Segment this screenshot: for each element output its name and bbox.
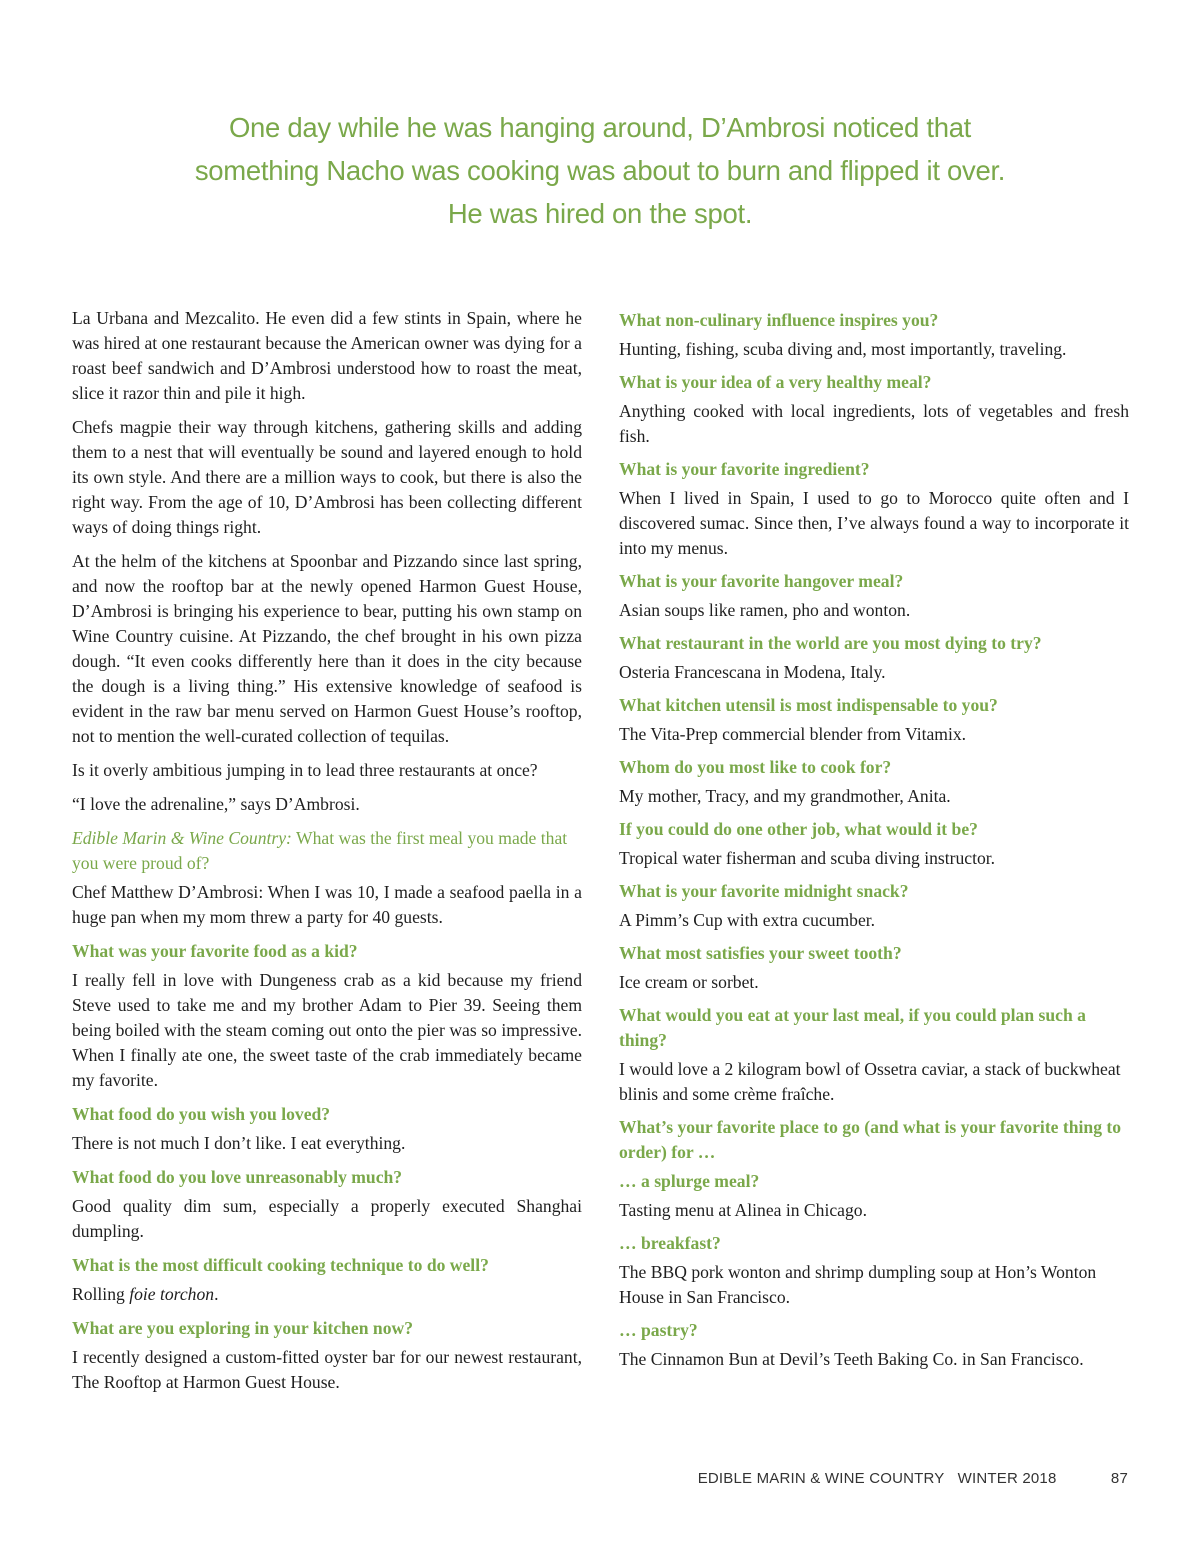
- interview-question: What is your idea of a very healthy meal?: [619, 372, 932, 392]
- interview-answer: When I lived in Spain, I used to go to Morocco quite often and I discovered sumac. Since then, I’ve always found a way to incorporate it into my menus.: [619, 488, 1129, 558]
- interview-sub-question: … a splurge meal?: [619, 1171, 760, 1191]
- answer-emphasis: foie torchon: [129, 1284, 215, 1304]
- page-number: 87: [1110, 1470, 1128, 1487]
- interview-sub-question: … breakfast?: [619, 1233, 721, 1253]
- interview-question: What food do you wish you loved?: [72, 1104, 331, 1124]
- publication-name: Edible Marin & Wine Country:: [72, 828, 292, 848]
- body-paragraph: “I love the adrenaline,” says D’Ambrosi.: [72, 794, 360, 814]
- body-paragraph: Chefs magpie their way through kitchens, gathering skills and adding them to a nest that will eventually be sound and layered enough to hold its own style. And there are a million ways to cook, but there is also the right way. From the age of 10, D’Ambrosi has been collecting different ways of doing things right.: [72, 417, 582, 537]
- left-column: [72, 306, 582, 1404]
- interview-answer: Chef Matthew D’Ambrosi: When I was 10, I made a seafood paella in a huge pan when my mom threw a party for 40 guests.: [72, 882, 582, 927]
- interview-question: What’s your favorite place to go (and what is your favorite thing to order) for …: [619, 1117, 1122, 1162]
- pull-quote-line-2: something Nacho was cooking was about to burn and flipped it over.: [194, 155, 1006, 186]
- answer-text: Rolling: [72, 1284, 130, 1304]
- interview-answer: Tropical water fisherman and scuba diving instructor.: [619, 848, 996, 868]
- interview-question: What is your favorite ingredient?: [619, 459, 870, 479]
- interview-answer: Tasting menu at Alinea in Chicago.: [619, 1200, 867, 1220]
- interview-answer: Hunting, fishing, scuba diving and, most importantly, traveling.: [619, 339, 1067, 359]
- interview-answer: Ice cream or sorbet.: [619, 972, 759, 992]
- interview-answer: Asian soups like ramen, pho and wonton.: [619, 600, 911, 620]
- interview-question: What non-culinary influence inspires you?: [619, 310, 939, 330]
- interview-answer: There is not much I don’t like. I eat everything.: [72, 1133, 406, 1153]
- interview-question: Whom do you most like to cook for?: [619, 757, 892, 777]
- interview-question: What most satisfies your sweet tooth?: [619, 943, 902, 963]
- body-paragraph: La Urbana and Mezcalito. He even did a few stints in Spain, where he was hired at one restaurant because the American owner was dying for a roast beef sandwich and D’Ambrosi understood how to roast the meat, slice it razor thin and pile it high.: [72, 308, 582, 403]
- interview-question: What is your favorite hangover meal?: [619, 571, 904, 591]
- interview-answer: I really fell in love with Dungeness crab as a kid because my friend Steve used to take me and my brother Adam to Pier 39. Seeing them being boiled with the steam coming out onto the pier was so impressive. When I finally ate one, the sweet taste of the crab immediately became my favorite.: [72, 970, 582, 1090]
- interview-question: What kitchen utensil is most indispensable to you?: [619, 695, 998, 715]
- interview-question: What food do you love unreasonably much?: [72, 1167, 403, 1187]
- interview-answer: [72, 1282, 582, 1307]
- pull-quote-line-1: One day while he was hanging around, D’Ambrosi noticed that: [228, 112, 972, 143]
- interview-answer: I recently designed a custom-fitted oyster bar for our newest restaurant, The Rooftop at Harmon Guest House.: [72, 1347, 582, 1392]
- interview-answer: Osteria Francescana in Modena, Italy.: [619, 662, 886, 682]
- intro-question-text: What was the first meal you made that you were proud of?: [72, 828, 568, 873]
- body-paragraph: At the helm of the kitchens at Spoonbar and Pizzando since last spring, and now the rooftop bar at the newly opened Harmon Guest House, D’Ambrosi is bringing his experience to bear, putting his own stamp on Wine Country cuisine. At Pizzando, the chef brought in his own pizza dough. “It even cooks differently here than it does in the city because the dough is a living thing.” His extensive knowledge of seafood is evident in the raw bar menu served on Harmon Guest House’s rooftop, not to mention the well-curated collection of tequilas.: [72, 551, 582, 746]
- footer-publication: EDIBLE MARIN & WINE COUNTRY: [697, 1470, 945, 1487]
- interview-question: What restaurant in the world are you most dying to try?: [619, 633, 1042, 653]
- right-column: [619, 306, 1129, 1380]
- body-paragraph: Is it overly ambitious jumping in to lead three restaurants at once?: [72, 760, 538, 780]
- interview-question: What is your favorite midnight snack?: [619, 881, 909, 901]
- interview-question: What would you eat at your last meal, if you could plan such a thing?: [619, 1005, 1086, 1050]
- pull-quote: [150, 106, 1050, 235]
- footer-issue: WINTER 2018: [957, 1470, 1057, 1487]
- pull-quote-line-3: He was hired on the spot.: [447, 198, 753, 229]
- interview-question: If you could do one other job, what would it be?: [619, 819, 978, 839]
- interview-question: What was your favorite food as a kid?: [72, 941, 358, 961]
- interview-answer: The Vita-Prep commercial blender from Vitamix.: [619, 724, 967, 744]
- interview-question: What is the most difficult cooking technique to do well?: [72, 1255, 489, 1275]
- interview-answer: Good quality dim sum, especially a properly executed Shanghai dumpling.: [72, 1196, 582, 1241]
- interview-answer: My mother, Tracy, and my grandmother, Anita.: [619, 786, 951, 806]
- interview-answer: A Pimm’s Cup with extra cucumber.: [619, 910, 876, 930]
- page-footer: [698, 1470, 1128, 1487]
- interview-answer: The Cinnamon Bun at Devil’s Teeth Baking Co. in San Francisco.: [619, 1349, 1084, 1369]
- interview-intro-question: [72, 826, 582, 876]
- interview-sub-question: … pastry?: [619, 1320, 698, 1340]
- interview-answer: Anything cooked with local ingredients, lots of vegetables and fresh fish.: [619, 401, 1129, 446]
- answer-text: .: [214, 1284, 219, 1304]
- interview-question: What are you exploring in your kitchen now?: [72, 1318, 413, 1338]
- interview-answer: The BBQ pork wonton and shrimp dumpling soup at Hon’s Wonton House in San Francisco.: [619, 1262, 1097, 1307]
- interview-answer: I would love a 2 kilogram bowl of Ossetra caviar, a stack of buckwheat blinis and some crème fraîche.: [619, 1059, 1121, 1104]
